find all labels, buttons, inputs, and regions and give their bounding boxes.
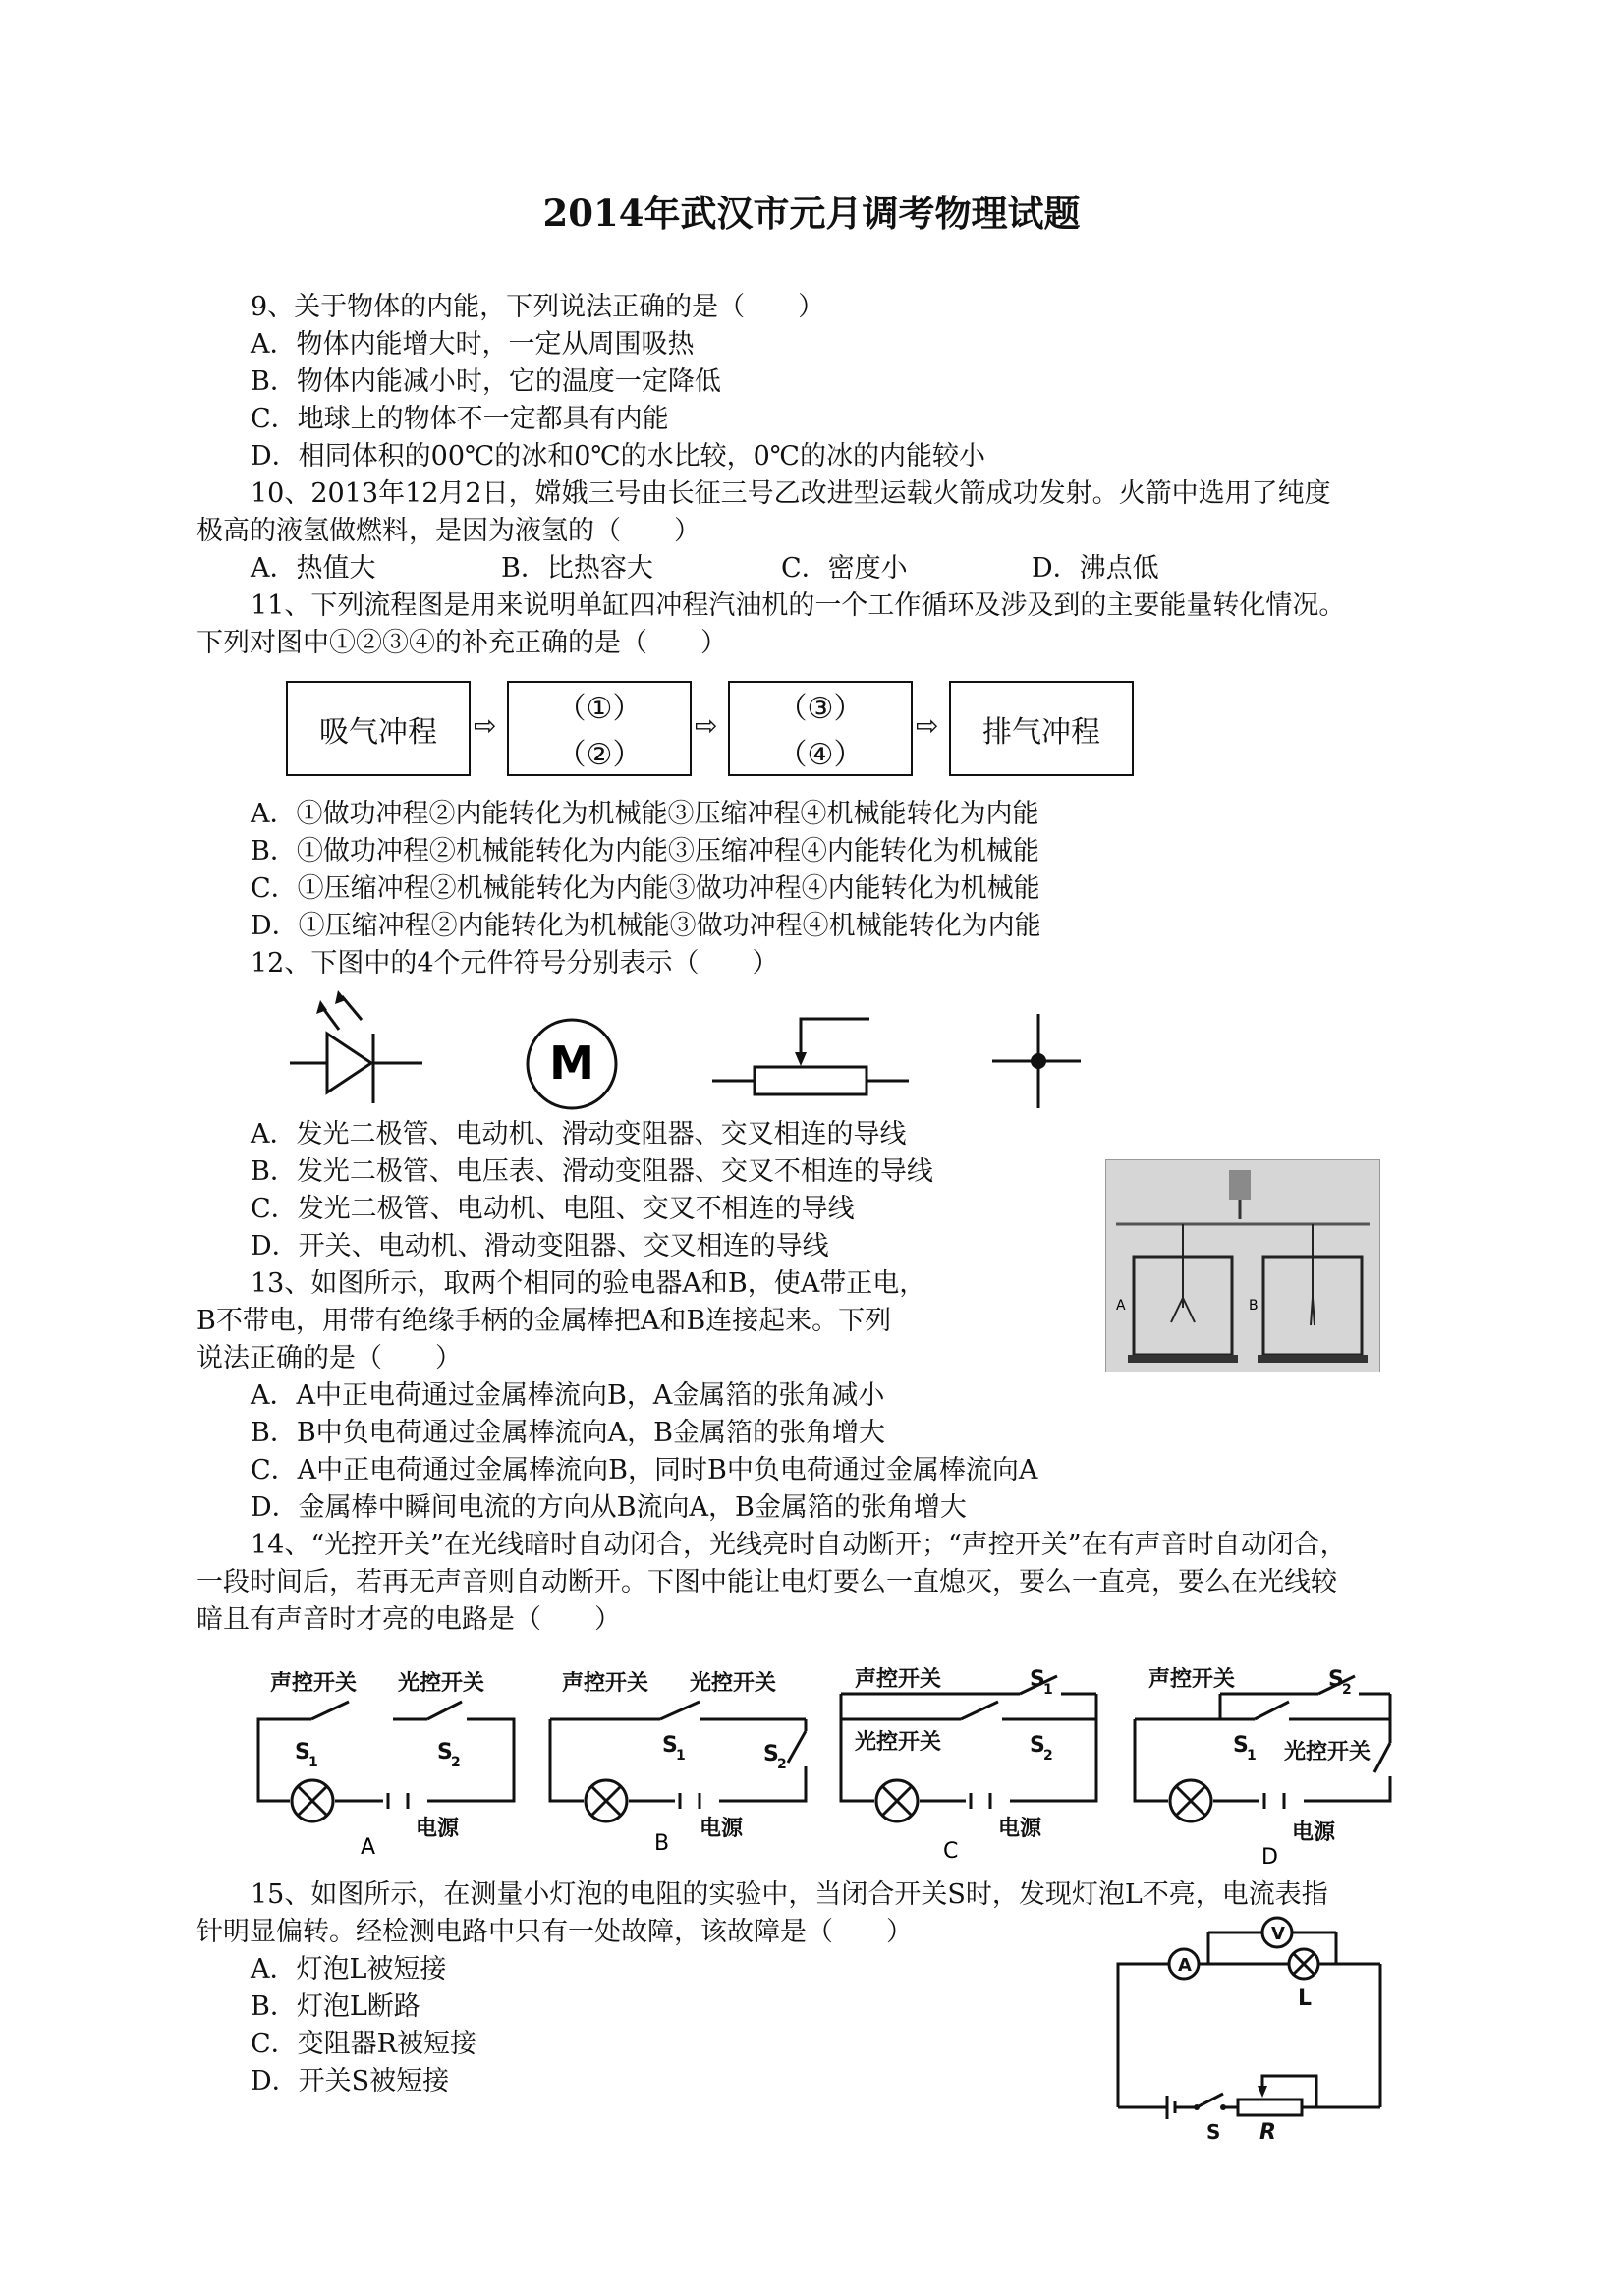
circuit-c-s1: S — [1030, 1667, 1045, 1692]
circuit-b — [542, 1651, 817, 1857]
circuit-a-light-switch-label: 光控开关 — [398, 1671, 485, 1696]
circuit-d-s2-sub: 2 — [1342, 1682, 1352, 1698]
flow-box-3-bottom: （④） — [777, 737, 864, 772]
q10-option-d: D．沸点低 — [1032, 553, 1159, 584]
circuit-a-power-label: 电源 — [416, 1817, 460, 1841]
q15-stem-line2: 针明显偏转。经检测电路中只有一处故障，该故障是（ ） — [196, 1917, 913, 1947]
circuit-c-s1-sub: 1 — [1043, 1682, 1053, 1698]
circuit-b-label: B — [654, 1831, 670, 1856]
circuit-a-s2-sub: 2 — [451, 1755, 461, 1770]
q11-option-a: A．①做功冲程②内能转化为机械能③压缩冲程④机械能转化为内能 — [251, 799, 1039, 829]
q9-option-a: A．物体内能增大时，一定从周围吸热 — [251, 329, 695, 360]
circuit-c-label: C — [943, 1839, 959, 1864]
q10-stem-line1: 10、2013年12月2日，嫦娥三号由长征三号乙改进型运载火箭成功发射。火箭中选用了纯度 — [251, 478, 1331, 509]
circuit-b-s1: S — [662, 1733, 678, 1758]
voltmeter-label: V — [1271, 1924, 1285, 1944]
circuit-b-s2: S — [763, 1742, 779, 1766]
q11-option-d: D．①压缩冲程②内能转化为机械能③做功冲程④机械能转化为内能 — [251, 911, 1041, 941]
page-title: 2014年武汉市元月调考物理试题 — [542, 192, 1081, 235]
q12-option-d: D．开关、电动机、滑动变阻器、交叉相连的导线 — [251, 1231, 829, 1261]
circuit-b-sound-switch-label: 声控开关 — [562, 1671, 649, 1696]
circuit-a-sound-switch-label: 声控开关 — [270, 1671, 358, 1696]
q9-option-d: D．相同体积的00℃的冰和0℃的水比较，0℃的冰的内能较小 — [251, 441, 985, 472]
circuit-d-label: D — [1261, 1845, 1278, 1870]
q15-option-c: C．变阻器R被短接 — [251, 2029, 476, 2059]
q10-option-a: A．热值大 — [251, 553, 376, 584]
circuit-c — [833, 1651, 1108, 1862]
q15-option-b: B．灯泡L断路 — [251, 1991, 420, 2022]
circuit-d — [1127, 1651, 1402, 1870]
q13-stem-line2: B不带电，用带有绝缘手柄的金属棒把A和B连接起来。下列 — [196, 1306, 892, 1336]
flow-box-intake — [286, 681, 471, 776]
circuit-a-label: A — [361, 1835, 376, 1860]
q15-option-a: A．灯泡L被短接 — [251, 1954, 447, 1985]
q11-stem-line1: 11、下列流程图是用来说明单缸四冲程汽油机的一个工作循环及涉及到的主要能量转化情况。 — [251, 590, 1346, 621]
circuit-d-light-switch-label: 光控开关 — [1284, 1740, 1371, 1764]
q13-stem-line3: 说法正确的是（ ） — [196, 1343, 462, 1373]
photo-label-b: B — [1249, 1298, 1259, 1314]
q14-stem-line1: 14、“光控开关”在光线暗时自动闭合，光线亮时自动断开；“声控开关”在有声音时自动闭合， — [251, 1530, 1347, 1560]
flow-box-exhaust-label: 排气冲程 — [982, 714, 1100, 750]
flow-box-3-top: （③） — [777, 692, 864, 727]
q13-option-d: D．金属棒中瞬间电流的方向从B流向A，B金属箔的张角增大 — [251, 1492, 967, 1523]
q12-stem: 12、下图中的4个元件符号分别表示（ ） — [251, 948, 779, 979]
circuit-b-s1-sub: 1 — [676, 1748, 686, 1764]
circuit-d-sound-switch-label: 声控开关 — [1148, 1667, 1236, 1692]
q9-option-c: C．地球上的物体不一定都具有内能 — [251, 404, 669, 434]
ammeter-label: A — [1178, 1955, 1192, 1976]
motor-symbol — [523, 1015, 621, 1113]
q10-stem-line2: 极高的液氢做燃料，是因为液氢的（ ） — [196, 516, 700, 546]
rheostat-symbol — [712, 1015, 909, 1103]
motor-label: M — [549, 1036, 594, 1090]
lamp-label: L — [1298, 1987, 1313, 2011]
circuit-d-power-label: 电源 — [1292, 1820, 1336, 1845]
photo-label-a: A — [1116, 1298, 1126, 1314]
flow-box-exhaust — [949, 681, 1134, 776]
q11-option-c: C．①压缩冲程②机械能转化为内能③做功冲程④内能转化为机械能 — [251, 873, 1040, 904]
circuit-d-s2: S — [1328, 1667, 1344, 1692]
q13-option-b: B．B中负电荷通过金属棒流向A，B金属箔的张角增大 — [251, 1418, 886, 1448]
q11-option-b: B．①做功冲程②机械能转化为内能③压缩冲程④内能转化为机械能 — [251, 836, 1039, 867]
flow-box-2-bottom: （②） — [556, 737, 643, 772]
circuit-c-s2: S — [1030, 1733, 1045, 1758]
q15-option-d: D．开关S被短接 — [251, 2066, 450, 2097]
circuit-a-s1-sub: 1 — [308, 1755, 318, 1770]
flow-arrow-3: ⇨ — [916, 709, 939, 742]
q10-option-c: C．密度小 — [781, 553, 908, 584]
q14-stem-line2: 一段时间后，若再无声音则自动断开。下图中能让电灯要么一直熄灭，要么一直亮，要么在光线较 — [196, 1567, 1337, 1597]
switch-label: S — [1206, 2120, 1221, 2144]
flow-arrow-1: ⇨ — [474, 709, 497, 742]
measurement-circuit — [1110, 1921, 1390, 2145]
circuit-a-s2: S — [437, 1740, 453, 1764]
q15-stem-line1: 15、如图所示，在测量小灯泡的电阻的实验中，当闭合开关S时，发现灯泡L不亮，电流表指 — [251, 1879, 1328, 1910]
q10-option-b: B．比热容大 — [501, 553, 653, 584]
circuit-c-s2-sub: 2 — [1043, 1748, 1053, 1764]
flow-box-3 — [728, 681, 913, 776]
flow-box-2-top: （①） — [556, 692, 643, 727]
q14-stem-line3: 暗且有声音时才亮的电路是（ ） — [196, 1604, 621, 1635]
rheostat-label: R — [1259, 2120, 1276, 2145]
flow-arrow-2: ⇨ — [695, 709, 718, 742]
circuit-b-power-label: 电源 — [700, 1817, 744, 1841]
circuit-c-sound-switch-label: 声控开关 — [855, 1667, 942, 1692]
crossed-wires-symbol — [987, 1012, 1086, 1110]
circuit-d-s1: S — [1233, 1733, 1249, 1758]
circuit-c-light-switch-label: 光控开关 — [855, 1730, 942, 1755]
circuit-b-s2-sub: 2 — [777, 1757, 787, 1772]
q9-option-b: B．物体内能减小时，它的温度一定降低 — [251, 366, 721, 397]
electroscope-drawing — [1106, 1160, 1379, 1372]
circuit-d-s1-sub: 1 — [1247, 1748, 1257, 1764]
flow-box-2 — [507, 681, 692, 776]
q12-option-c: C．发光二极管、电动机、电阻、交叉不相连的导线 — [251, 1194, 855, 1224]
flow-box-intake-label: 吸气冲程 — [319, 714, 437, 750]
q9-stem: 9、关于物体的内能，下列说法正确的是（ ） — [251, 292, 825, 322]
q13-stem-line1: 13、如图所示，取两个相同的验电器A和B，使A带正电， — [251, 1268, 926, 1299]
q12-option-b: B．发光二极管、电压表、滑动变阻器、交叉不相连的导线 — [251, 1156, 933, 1187]
circuit-c-power-label: 电源 — [998, 1817, 1042, 1841]
circuit-a — [251, 1651, 526, 1860]
q13-option-c: C．A中正电荷通过金属棒流向B，同时B中负电荷通过金属棒流向A — [251, 1455, 1038, 1485]
electroscope-photo — [1105, 1159, 1380, 1372]
circuit-a-s1: S — [295, 1740, 310, 1764]
q12-option-a: A．发光二极管、电动机、滑动变阻器、交叉相连的导线 — [251, 1119, 907, 1149]
q11-stem-line2: 下列对图中①②③④的补充正确的是（ ） — [196, 628, 727, 658]
q13-option-a: A．A中正电荷通过金属棒流向B，A金属箔的张角减小 — [251, 1380, 885, 1411]
led-symbol — [285, 982, 432, 1110]
circuit-b-light-switch-label: 光控开关 — [690, 1671, 777, 1696]
